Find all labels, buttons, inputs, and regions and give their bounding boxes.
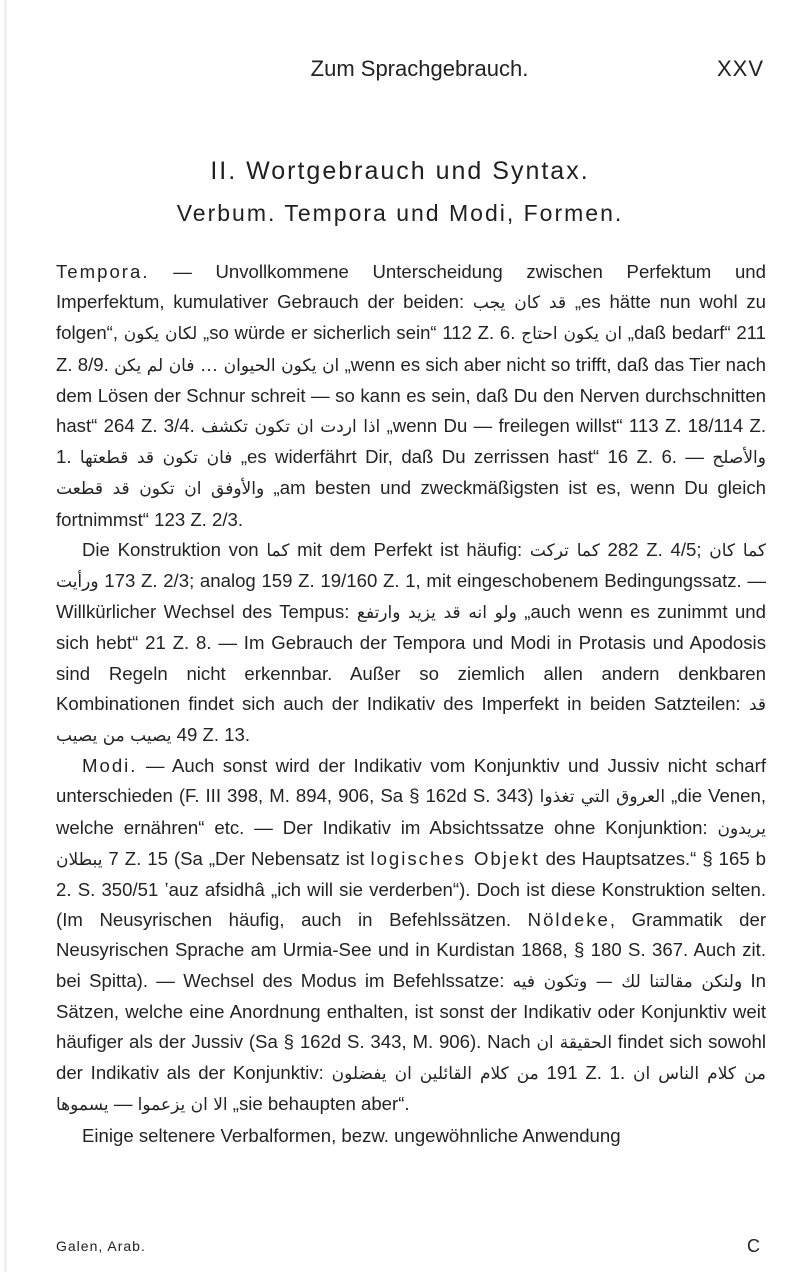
text-run: „auch wenn es zunimmt und sich hebt“ 21 Z. 8. — Im Gebrauch der Tempora und Modi in Protasis und Apodosis sind Regeln nicht erkennbar. Außer so ziemlich allen andern denkbaren Kombinationen findet sich auch der Indikativ des Imperfekt in beiden Satzteilen: [56, 601, 766, 714]
text-run: Die Konstruktion von [82, 538, 267, 560]
arabic-phrase: كما تركت [529, 540, 600, 561]
text-run: 7 Z. 15 (Sa „Der Nebensatz ist [102, 847, 371, 869]
text-run: „wenn Du — freilegen willst“ 113 Z. 18/114 Z. 1. [56, 415, 766, 468]
text-run: 173 Z. 2/3; analog 159 Z. 19/160 Z. 1, mit eingeschobenem Bedingungssatz. — Willkürlicher Wechsel des Tempus: [56, 570, 766, 623]
text-run: — [108, 1093, 138, 1115]
text-run: — Unvollkommene Unterscheidung zwischen Perfektum und Imperfektum, kumulativer Gebrauch der beiden: [56, 261, 766, 313]
sheet-mark: C [747, 1236, 760, 1256]
text-run: „es widerfährt Dir, daß Du zerrissen hast“ 16 Z. 6. — [232, 446, 713, 468]
author-name: Nöldeke [527, 909, 610, 931]
text-run: — Auch sonst wird der Indikativ vom Konjunktiv und Jussiv nicht scharf unterschieden (F. III 398, M. 894, 906, Sa § 162d S. 343) [56, 755, 766, 807]
arabic-phrase: الا ان يزعموا [137, 1095, 228, 1116]
text-run: mit dem Perfekt ist häufig: [289, 538, 530, 560]
arabic-phrase: من كلام القائلين ان يفضلون [331, 1064, 539, 1085]
text-run: , Grammatik der Neusyrischen Sprache am Urmia-See und in Kurdistan 1868, § 180 S. 367. Auch zit. bei Spitta). — Wechsel des Modus im Befehlssatze: [56, 909, 767, 991]
section-heading: II. Wortgebrauch und Syntax. [210, 157, 590, 185]
text-run: „wenn es sich aber nicht so trifft, daß das Tier nach dem Lösen der Schnur schreit — so kann es sein, daß Du den Nerven durchschnitten hast“ 264 Z. 3/4. [56, 353, 767, 437]
running-head-title: Zum Sprachgebrauch. [310, 56, 529, 81]
text-run: 191 Z. 1. [538, 1062, 633, 1084]
text-run: … [194, 353, 224, 375]
subsection-heading: Verbum. Tempora und Modi, Formen. [176, 200, 624, 226]
text-run: Einige seltenere Verbalformen, bezw. ungewöhnliche Anwendung [82, 1124, 621, 1146]
arabic-phrase: ولو انه قد يزيد وارتفع [356, 603, 517, 624]
arabic-phrase: العروق التي تغذوا [539, 787, 666, 808]
text-run: „ich will sie verderben“). Doch ist diese Konstruktion selten. (Im Neusyrischen häufig, auch in Befehlssätzen. [56, 879, 766, 931]
arabic-phrase: فان تكون قد قطعتها [79, 448, 233, 469]
arabic-phrase: كما كان ورأيت [56, 540, 766, 593]
page-number: XXV [716, 56, 764, 81]
paragraph-tempora [56, 257, 766, 535]
page-edge [4, 0, 7, 1272]
term-modi: Modi. [82, 755, 138, 777]
paragraph-verbalformen [56, 1121, 766, 1151]
arabic-phrase: لكان يكون [123, 324, 198, 345]
signature-line: Galen, Arab. [56, 1238, 146, 1254]
transliteration: ʽauz afsidhâ [164, 879, 265, 901]
running-head [75, 56, 764, 88]
spaced-term: logisches Objekt [370, 847, 540, 869]
text-run: „sie behaupten aber“. [227, 1093, 410, 1115]
arabic-phrase: كما [266, 540, 290, 561]
body-text [56, 257, 766, 1151]
arabic-phrase: اذا اردت ان تكون تكشف [201, 417, 381, 438]
term-tempora: Tempora. [56, 261, 150, 282]
arabic-phrase: قد يصيب من يصيب [56, 694, 766, 747]
page-footer [56, 1238, 766, 1260]
text-run: „die Venen, welche ernähren“ etc. — Der Indikativ im Absichtssatze ohne Konjunktion: [56, 785, 766, 838]
text-run: „daß bedarf“ 211 Z. 8/9. [56, 322, 766, 375]
arabic-phrase: ان يكون الحيوان [223, 355, 340, 376]
arabic-phrase: يريدون يبطلان [56, 818, 766, 870]
arabic-phrase: من كلام الناس ان يسموها [56, 1064, 767, 1116]
arabic-phrase: فان لم يكن [114, 355, 195, 376]
text-run: „am besten und zweckmäßigsten ist es, wenn Du gleich fortnimmst“ 123 Z. 2/3. [56, 477, 766, 530]
text-run: In Sätzen, welche eine Anordnung enthalten, ist sonst der Indikativ oder Konjunktiv weit häufiger als der Jussiv (Sa § 162d S. 343, M. 906). Nach [56, 969, 766, 1053]
text-run: 282 Z. 4/5; [599, 538, 710, 560]
arabic-phrase: قد كان يجب [472, 293, 567, 314]
arabic-phrase: الحقيقة ان [536, 1033, 613, 1054]
arabic-phrase: والأصلح والأوفق ان تكون قد قطعت [56, 448, 766, 500]
paragraph-modi [56, 751, 766, 1120]
paragraph-konstruktion [56, 535, 766, 751]
arabic-phrase: ان يكون احتاج [521, 324, 623, 345]
text-run: „so würde er sicherlich sein“ 112 Z. 6. [197, 322, 522, 344]
text-run: 49 Z. 13. [171, 724, 251, 746]
arabic-phrase: ولنكن مقالتنا لك — وتكون فيه [512, 971, 743, 992]
text-run: findet sich sowohl der Indikativ als der Konjunktiv: [56, 1031, 766, 1084]
text-run: des Hauptsatzes.“ § 165 b 2. S. 350/51 [56, 847, 767, 901]
text-run: „es hätte nun wohl zu folgen“, [56, 291, 767, 344]
